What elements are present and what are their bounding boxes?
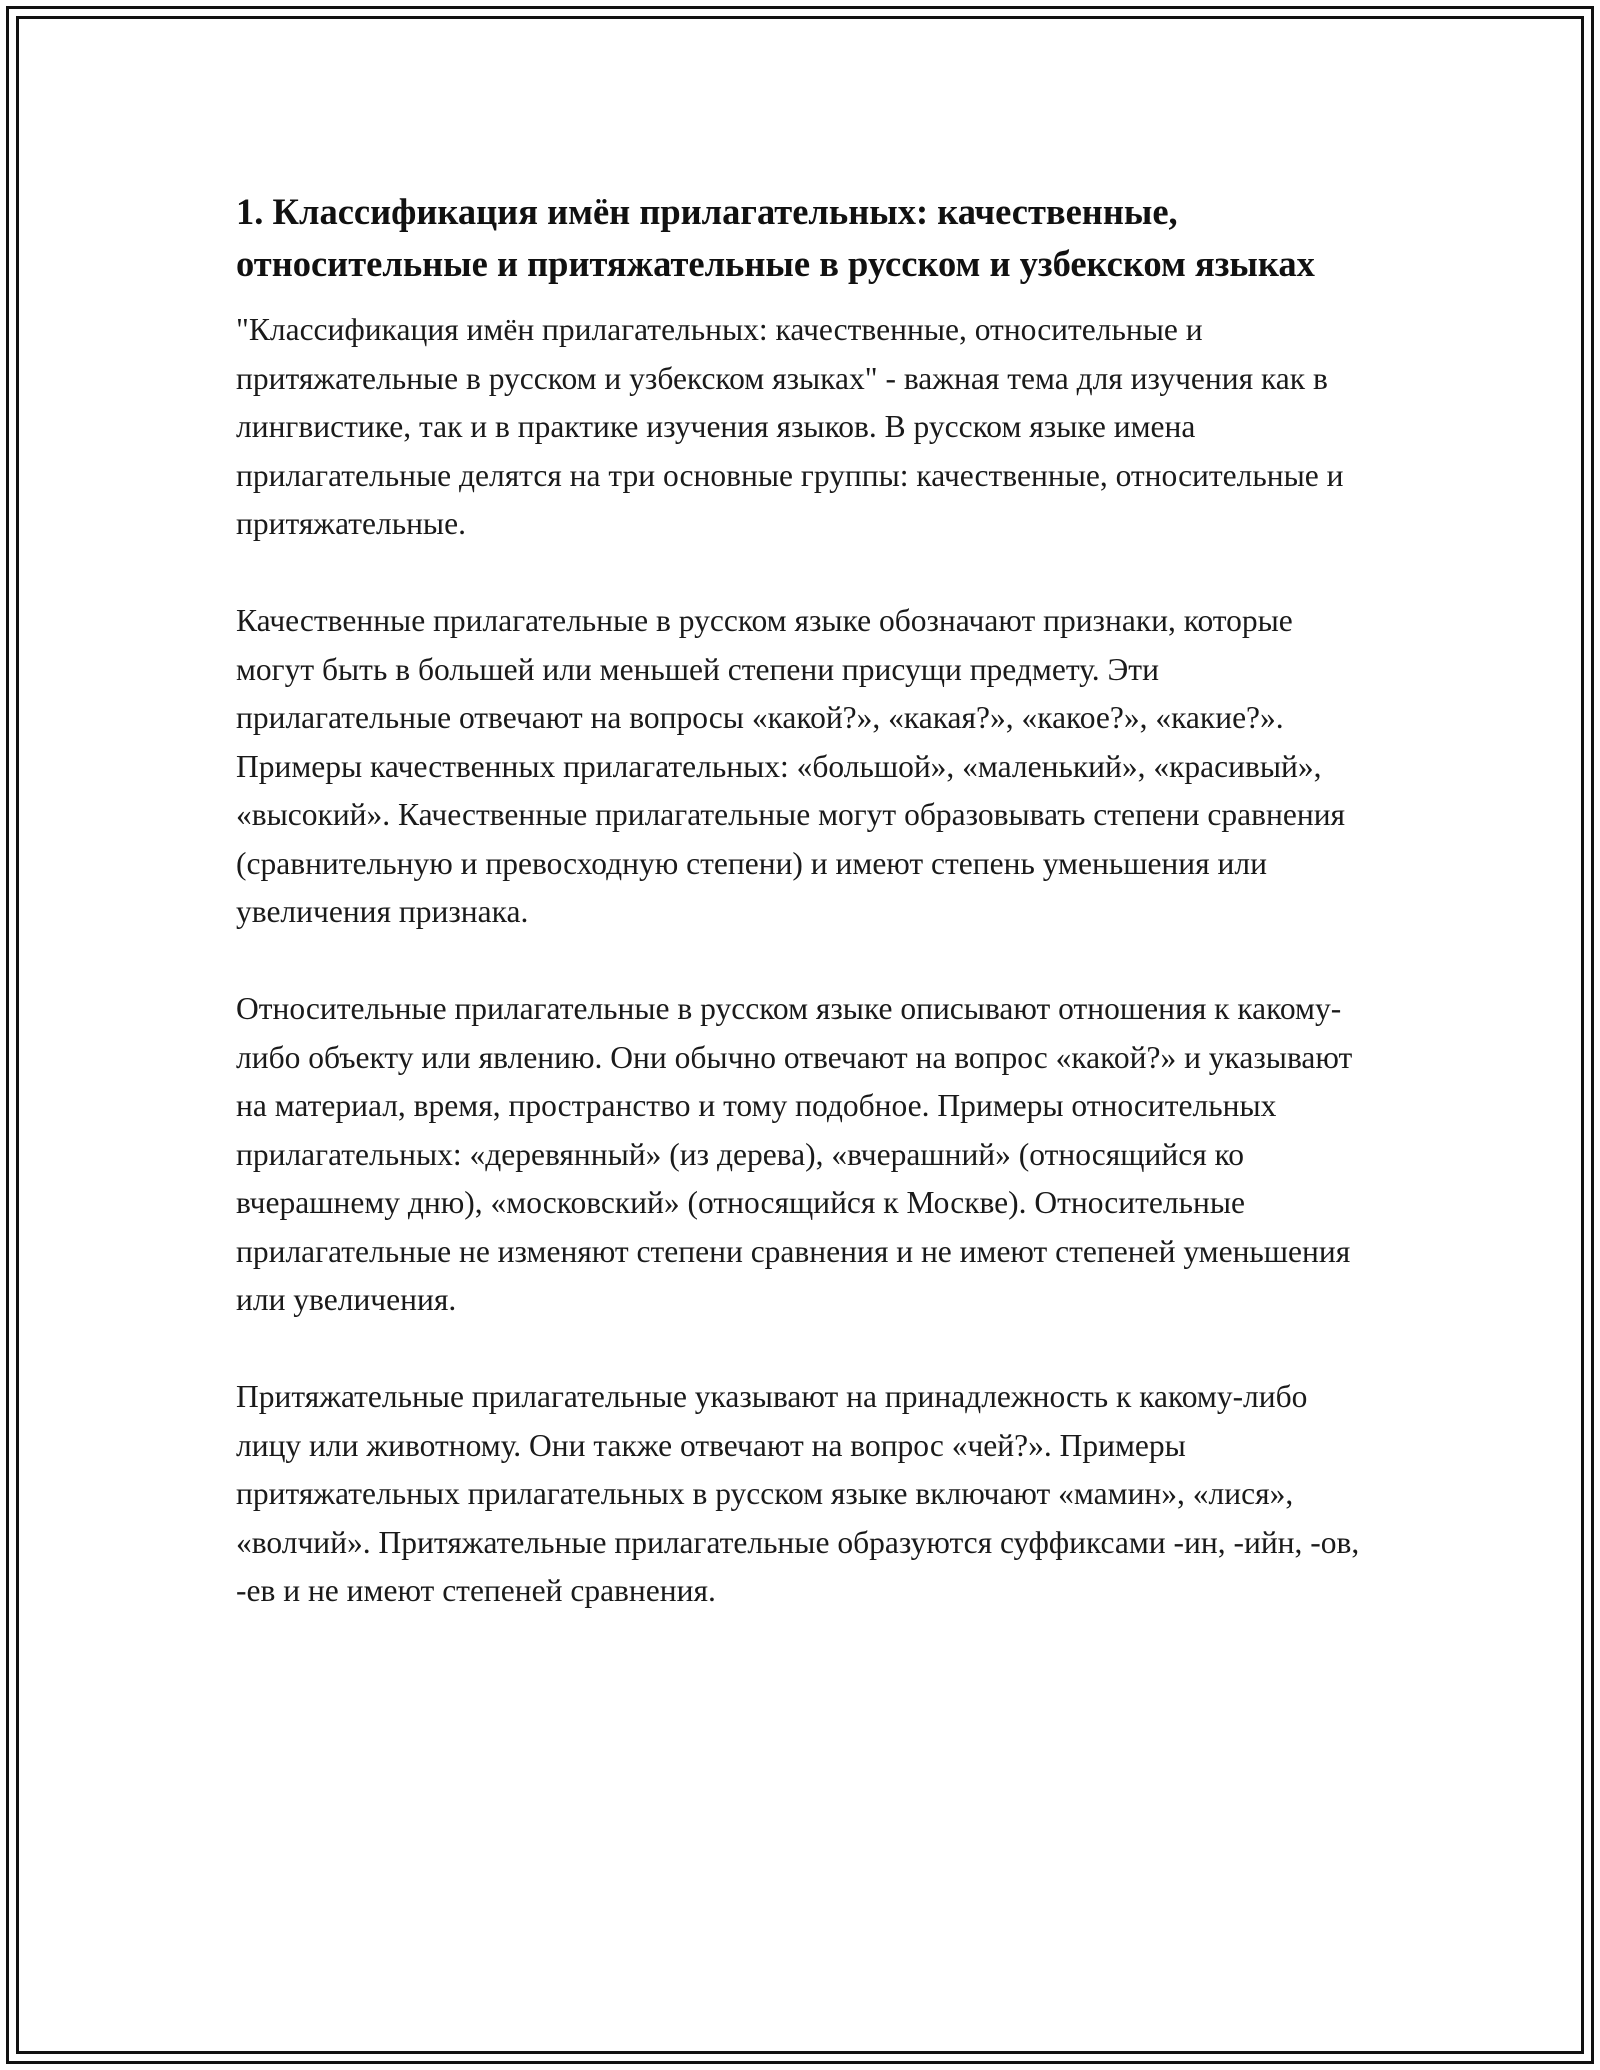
intro-paragraph: "Классификация имён прилагательных: качественные, относительные и притяжательные в русском и узбекском языках" - важная тема для изучения как в лингвистике, так и в практике изучения языков. В русском языке имена прилагательные делятся на три основные группы: качественные, относительные и притяжательные. bbox=[236, 312, 1344, 541]
qualitative-adjectives-paragraph: Качественные прилагательные в русском языке обозначают признаки, которые могут быть в большей или меньшей степени присущи предмету. Эти прилагательные отвечают на вопросы «какой?», «какая?», «какое?», «какие?». Примеры качественных прилагательных: «большой», «маленький», «красивый», «высокий». Качественные прилагательные могут образовывать степени сравнения (сравнительную и превосходную степени) и имеют степень уменьшения или увеличения признака. bbox=[236, 603, 1346, 929]
section-heading: 1. Классификация имён прилагательных: качественные, относительные и притяжательные в русском и узбекском языках bbox=[236, 191, 1315, 284]
relative-adjectives-paragraph: Относительные прилагательные в русском языке описывают отношения к какому-либо объекту или явлению. Они обычно отвечают на вопрос «какой?» и указывают на материал, время, пространство и тому подобное. Примеры относительных прилагательных: «деревянный» (из дерева), «вчерашний» (относящийся ко вчерашнему дню), «московский» (относящийся к Москве). Относительные прилагательные не изменяют степени сравнения и не имеют степеней уменьшения или увеличения. bbox=[236, 991, 1353, 1317]
possessive-adjectives-paragraph: Притяжательные прилагательные указывают на принадлежность к какому-либо лицу или животному. Они также отвечают на вопрос «чей?». Примеры притяжательных прилагательных в русском языке включают «мамин», «лися», «волчий». Притяжательные прилагательные образуются суффиксами -ин, -ийн, -ов, -ев и не имеют степеней сравнения. bbox=[236, 1379, 1360, 1608]
document-body bbox=[236, 186, 1376, 1664]
